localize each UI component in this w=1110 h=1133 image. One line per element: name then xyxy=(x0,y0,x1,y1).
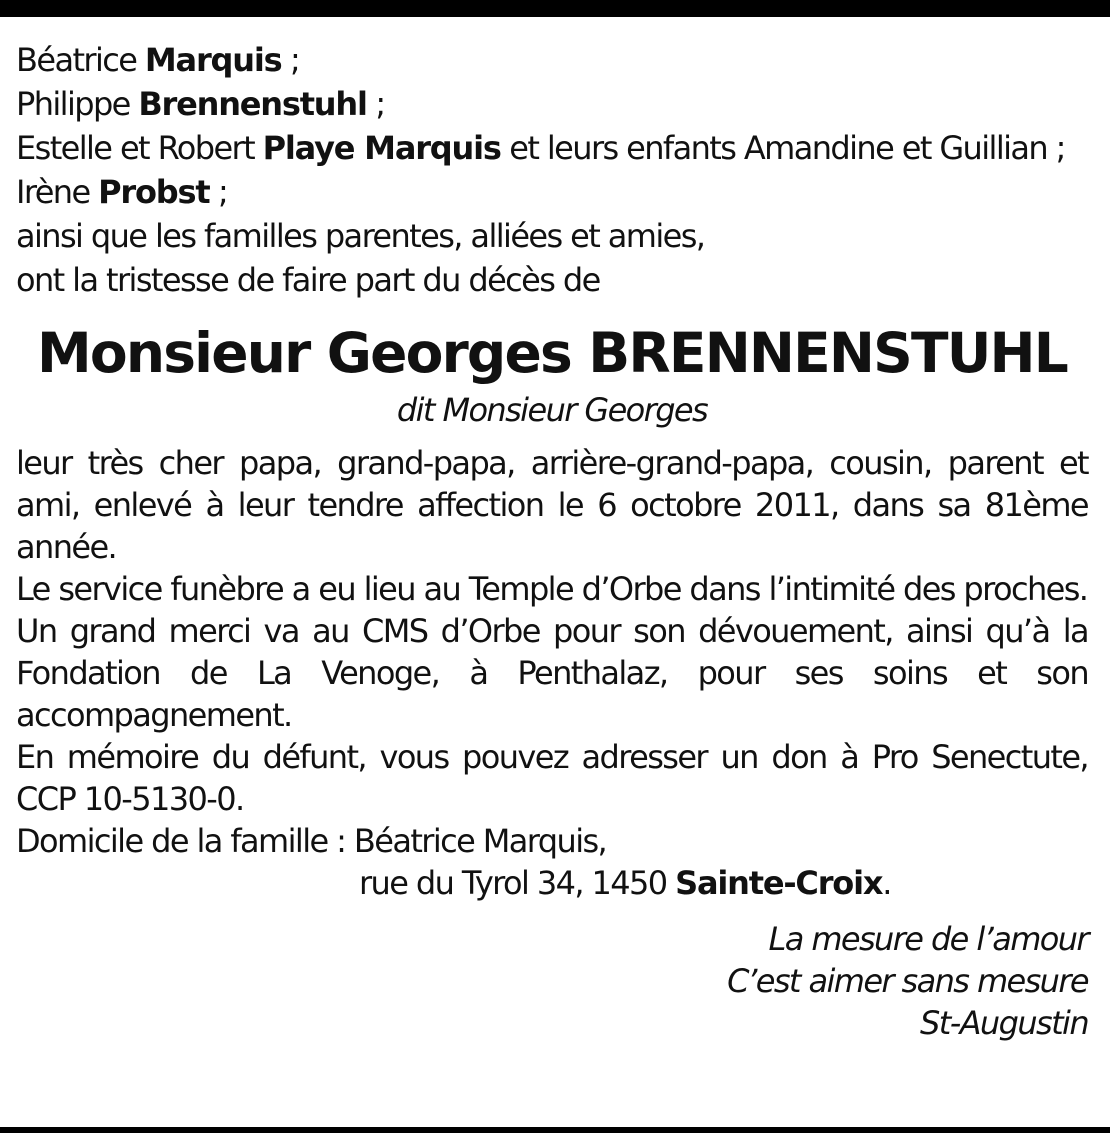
address-town: Sainte-Croix xyxy=(675,864,883,902)
family-given-name: Irène xyxy=(16,173,90,211)
family-address-street xyxy=(16,862,1088,904)
address-end: . xyxy=(882,864,891,902)
family-line-rest: ; xyxy=(281,41,300,79)
family-surname: Brennenstuhl xyxy=(138,85,367,123)
family-surname: Playe Marquis xyxy=(262,129,501,167)
family-line xyxy=(16,126,1088,170)
notice-body xyxy=(16,442,1088,904)
notice-paragraph: leur très cher papa, grand-papa, arrière-grand-papa, cousin, parent et ami, enlevé à leur tendre affection le 6 octobre 2011, dans sa 81ème année. xyxy=(16,444,1088,566)
notice-paragraph: En mémoire du défunt, vous pouvez adresser un don à Pro Senectute, CCP 10-5130-0. xyxy=(16,738,1088,818)
family-line xyxy=(16,170,1088,214)
family-line-rest: ; xyxy=(366,85,385,123)
bottom-border-rule xyxy=(0,1127,1110,1133)
closing-quote xyxy=(16,918,1088,1044)
family-line xyxy=(16,38,1088,82)
family-given-name: Philippe xyxy=(16,85,130,123)
deceased-alias: dit Monsieur Georges xyxy=(396,391,708,429)
obituary-notice xyxy=(16,38,1088,1044)
quote-line: La mesure de l’amour xyxy=(768,920,1088,958)
family-line xyxy=(16,82,1088,126)
top-border-rule xyxy=(0,0,1110,17)
quote-author: St-Augustin xyxy=(920,1004,1088,1042)
address-street: rue du Tyrol 34, 1450 xyxy=(359,864,676,902)
family-line-rest: et leurs enfants Amandine et Guillian ; xyxy=(500,129,1065,167)
family-surname: Marquis xyxy=(144,41,282,79)
intro-line: ont la tristesse de faire part du décès de xyxy=(16,261,600,299)
intro-line: ainsi que les familles parentes, alliées et amies, xyxy=(16,217,705,255)
notice-paragraph: Un grand merci va au CMS d’Orbe pour son dévouement, ainsi qu’à la Fondation de La Venoge, à Penthalaz, pour ses soins et son accompagnement. xyxy=(16,612,1088,734)
notice-paragraph: Le service funèbre a eu lieu au Temple d’Orbe dans l’intimité des proches. xyxy=(16,570,1088,608)
family-given-name: Estelle et Robert xyxy=(16,129,255,167)
deceased-name: Monsieur Georges BRENNENSTUHL xyxy=(36,321,1068,385)
family-line-rest: ; xyxy=(209,173,228,211)
family-surname: Probst xyxy=(98,173,210,211)
family-address-label: Domicile de la famille : Béatrice Marquis, xyxy=(16,822,607,860)
family-given-name: Béatrice xyxy=(16,41,137,79)
quote-line: C’est aimer sans mesure xyxy=(727,962,1088,1000)
